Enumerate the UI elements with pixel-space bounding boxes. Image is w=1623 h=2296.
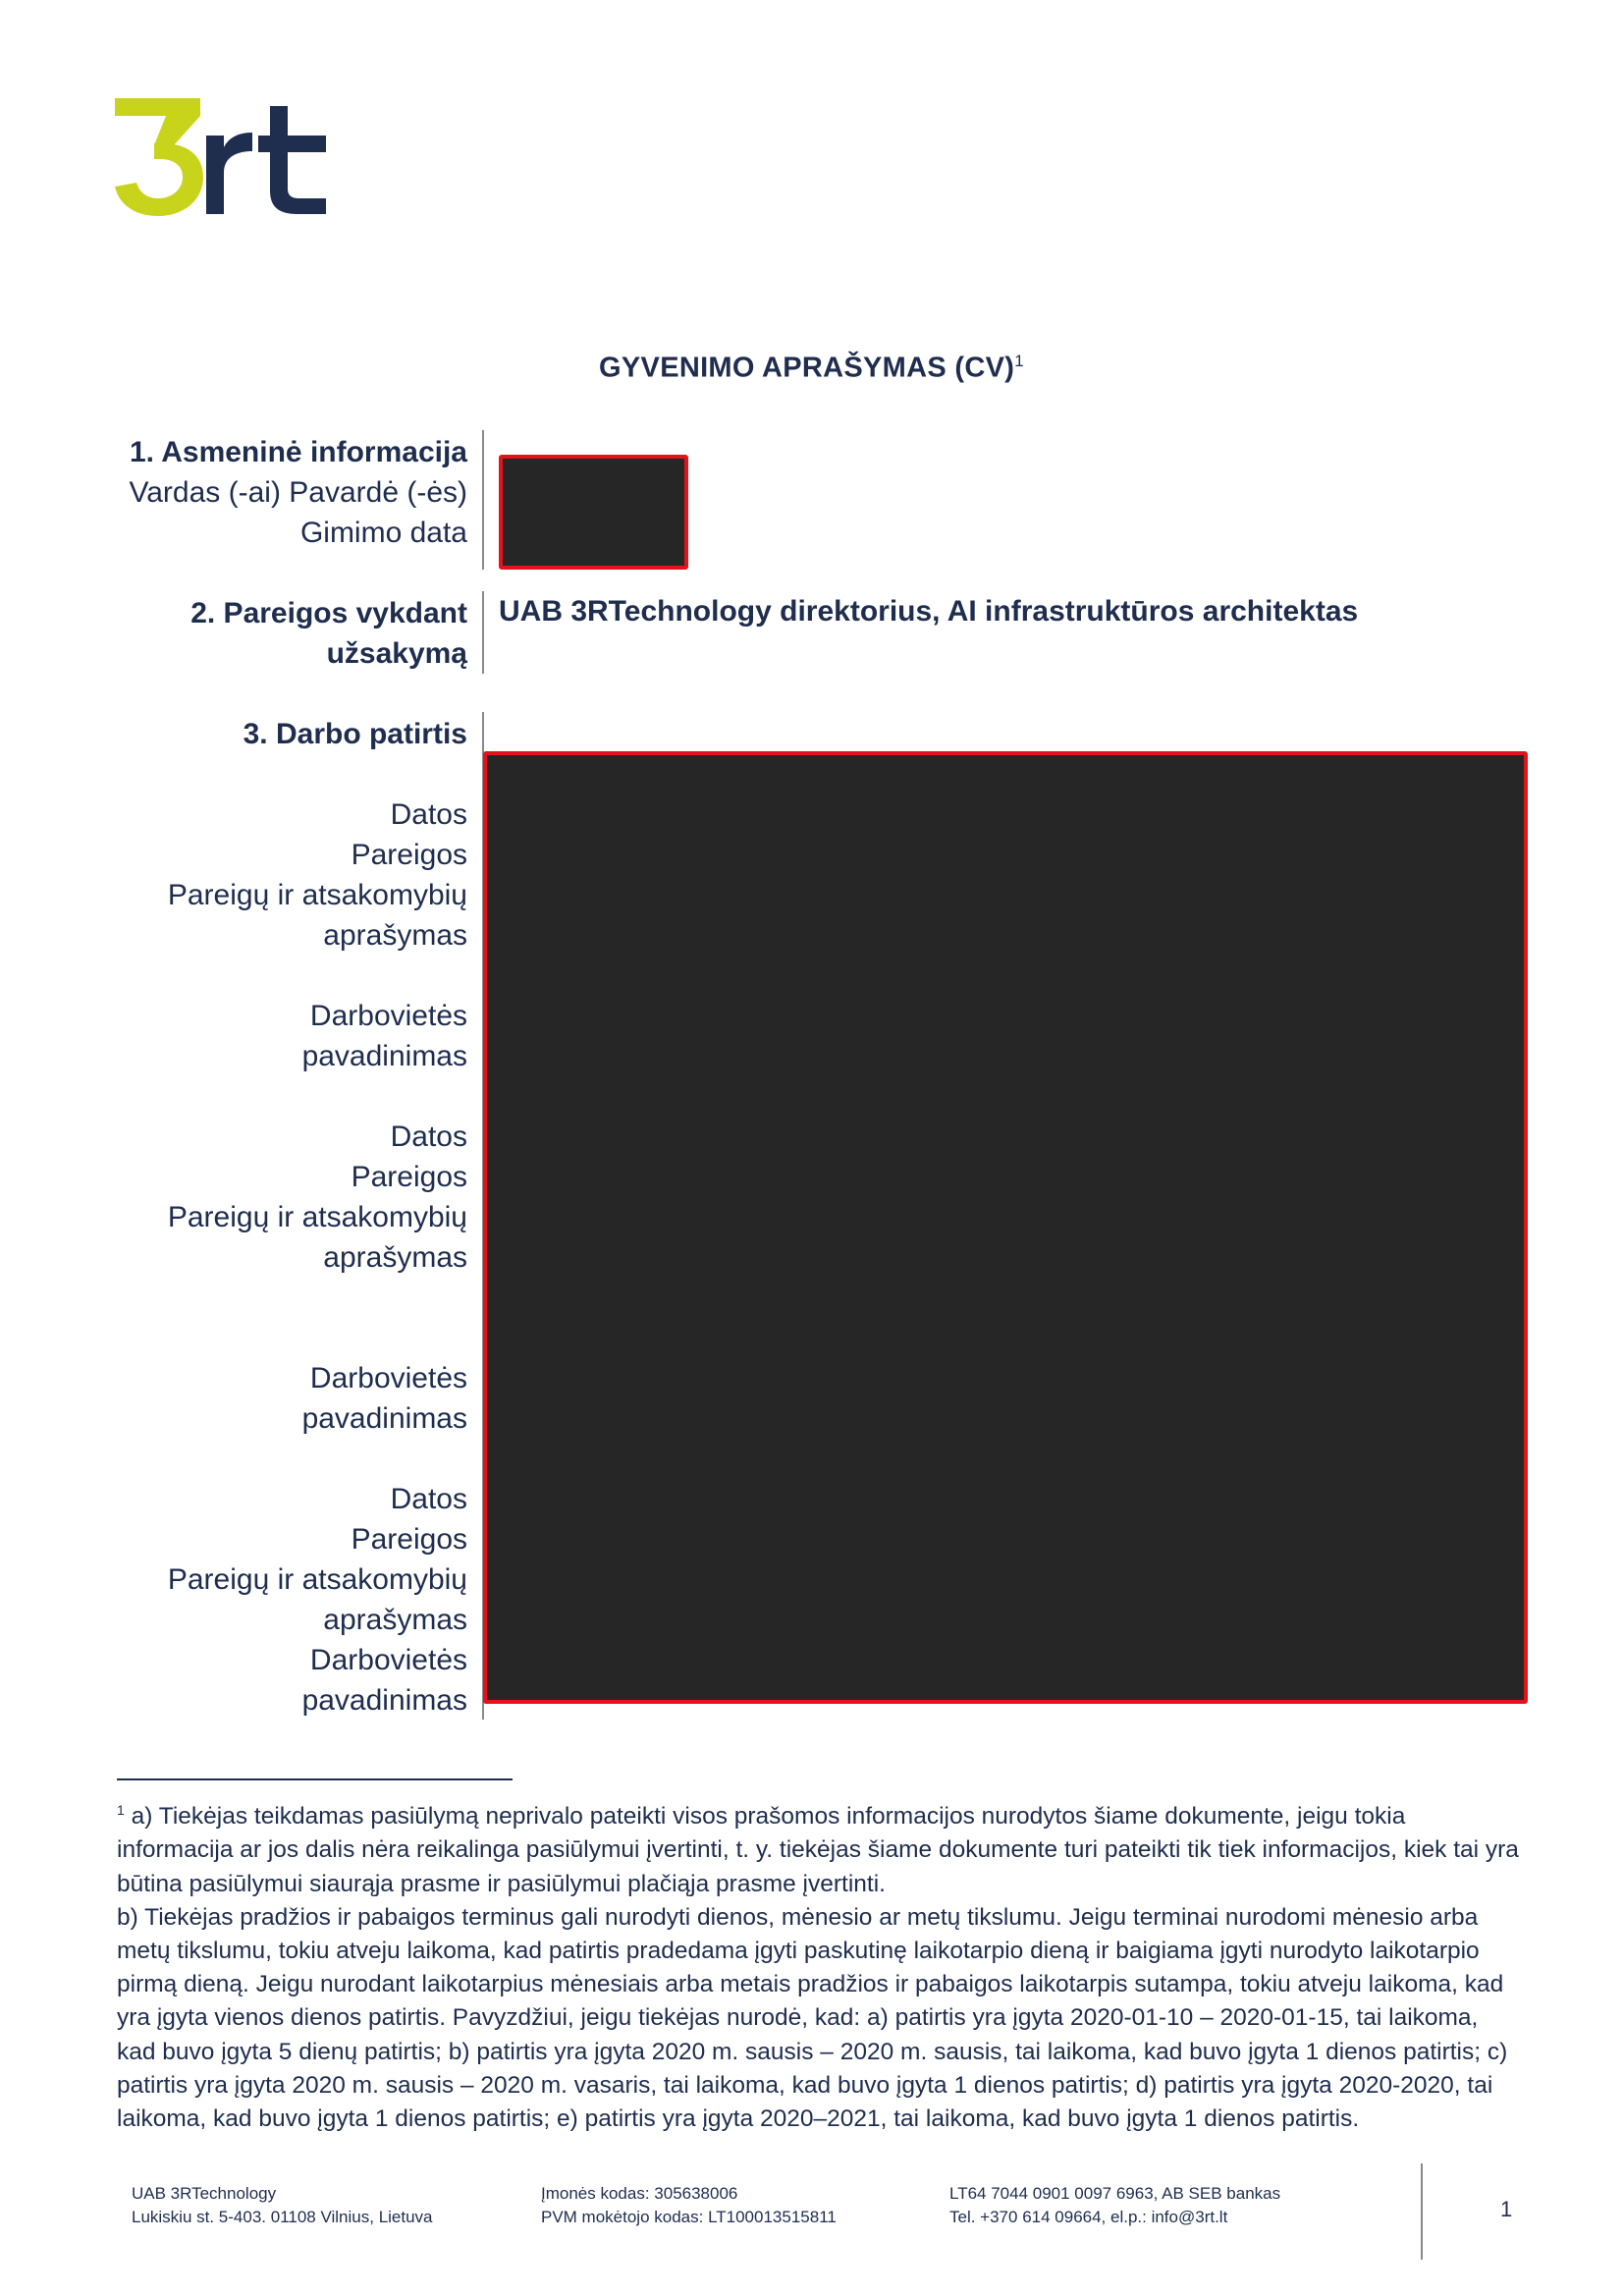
footnote-mark: 1 [117,1802,125,1818]
logo-three-shape [115,98,203,216]
footnote-part-a [117,1793,1521,1901]
footer-address: Lukiskiu st. 5-403. 01108 Vilnius, Lietuva [132,2208,433,2226]
title-footnote-ref: 1 [1014,352,1024,370]
logo-t-shape [258,106,326,214]
exp1-employer-label-cont: pavadinimas [301,1040,467,1072]
footnote [117,1793,1521,2136]
footer-company-code: Įmonės kodas: 305638006 [541,2184,738,2203]
exp3-employer-label-cont: pavadinimas [301,1684,467,1717]
footer-bank: LT64 7044 0901 0097 6963, AB SEB bankas [949,2184,1281,2203]
position-value: UAB 3RTechnology direktorius, AI infrastruktūros architektas [499,595,1359,628]
section1-heading: 1. Asmeninė informacija [129,436,467,468]
footer-company-block [132,2182,433,2229]
exp3-position-label: Pareigos [351,1523,467,1556]
exp1-duties-label-cont: aprašymas [323,919,467,952]
exp2-dates-label: Datos [390,1121,467,1153]
section2-divider [482,591,484,674]
exp2-duties-label: Pareigų ir atsakomybių [167,1201,467,1233]
redacted-personal-info [499,455,688,570]
footer-company-name: UAB 3RTechnology [132,2184,277,2203]
company-logo [115,98,327,216]
footnote-part-a-text: a) Tiekėjas teikdamas pasiūlymą neprivalo pateikti visos prašomos informacijos nurodytos šiame dokumente, jeigu tokia informacija ar jos dalis nėra reikalinga pasiūlymui įvertinti, t. y. tiekėjas šiame dokumente turi pateikti tik tiek informacijos, kiek tai yra būtina pasiūlymui siaurąja prasme ir pasiūlymui plačiąja prasme įvertinti. [117,1803,1519,1897]
footnote-separator [117,1778,513,1780]
exp3-duties-label: Pareigų ir atsakomybių [167,1563,467,1596]
exp1-duties-label: Pareigų ir atsakomybių [167,879,467,911]
title-text: GYVENIMO APRAŠYMAS (CV) [599,352,1015,384]
section1-divider [482,430,484,570]
footer-codes-block [541,2182,837,2229]
exp2-duties-label-cont: aprašymas [323,1241,467,1274]
logo-r-shape [206,133,252,214]
exp1-position-label: Pareigos [351,839,467,871]
exp3-dates-label: Datos [390,1483,467,1515]
exp3-duties-label-cont: aprašymas [323,1604,467,1636]
page-number: 1 [1500,2197,1513,2221]
birthdate-label: Gimimo data [299,517,467,549]
section2-heading-line1: 2. Pareigos vykdant [190,597,467,629]
footer-contact-block [949,2182,1280,2229]
exp1-employer-label: Darbovietės [309,1000,467,1032]
exp2-position-label: Pareigos [351,1161,467,1193]
document-title [0,352,1623,385]
redacted-work-experience [483,751,1528,1704]
exp2-employer-label-cont: pavadinimas [301,1402,467,1435]
footer-contact: Tel. +370 614 09664, el.p.: info@3rt.lt [949,2208,1228,2226]
name-label: Vardas (-ai) Pavardė (-ės) [129,476,467,509]
exp1-dates-label: Datos [390,798,467,831]
footer-divider [1421,2163,1423,2260]
section2-heading-line2: užsakymą [326,637,467,670]
footer-vat-code: PVM mokėtojo kodas: LT100013515811 [541,2208,837,2226]
exp3-employer-label: Darbovietės [309,1644,467,1676]
exp2-employer-label: Darbovietės [309,1362,467,1394]
footnote-part-b: b) Tiekėjas pradžios ir pabaigos terminus gali nurodyti dienos, mėnesio ar metų tikslumu. Jeigu terminai nurodomi mėnesio arba metų tikslumu, tokiu atveju laikoma, kad patirtis pradedama įgyti paskutinę laikotarpio dieną ir baigiama įgyti nurodyto laikotarpio pirmą dieną. Jeigu nurodant laikotarpius mėnesiais arba metais pradžios ir pabaigos laikotarpis sutampa, tokiu atveju laikoma, kad yra įgyta vienos dienos patirtis. Pavyzdžiui, jeigu tiekėjas nurodė, kad: a) patirtis yra įgyta 2020-01-10 – 2020-01-15, tai laikoma, kad buvo įgyta 5 dienų patirtis; b) patirtis yra įgyta 2020 m. sausis – 2020 m. sausis, tai laikoma, kad buvo įgyta 1 dienos patirtis; c) patirtis yra įgyta 2020 m. sausis – 2020 m. vasaris, tai laikoma, kad buvo įgyta 1 dienos patirtis; d) patirtis yra įgyta 2020-2020, tai laikoma, kad buvo įgyta 1 dienos patirtis; e) patirtis yra įgyta 2020–2021, tai laikoma, kad buvo įgyta 1 dienos patirtis. [117,1903,1508,2132]
section3-heading: 3. Darbo patirtis [243,718,467,750]
